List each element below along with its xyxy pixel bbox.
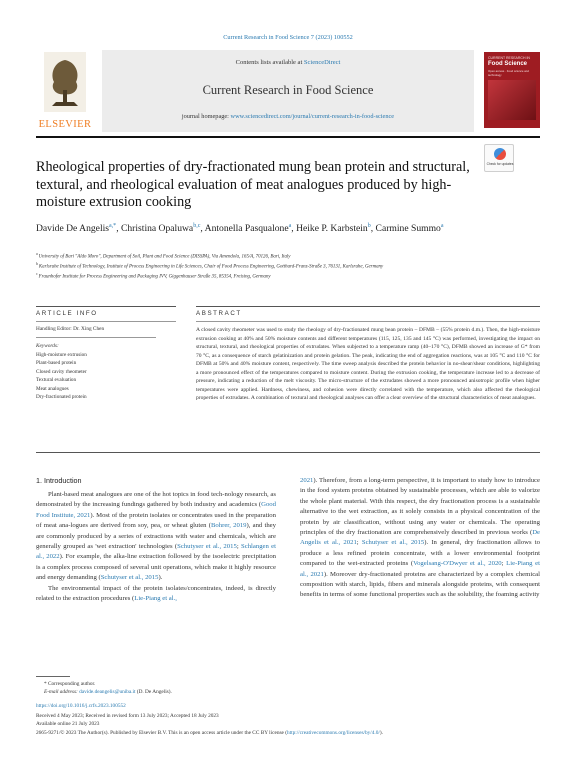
body-text: Plant-based meat analogues are one of the hot topics in food tech-nology research, as demonstrated by the increasing fundings gathered by both industry and academics ( — [36, 491, 276, 509]
author-name[interactable]: Davide De Angelis — [36, 223, 110, 235]
journal-reference[interactable]: Current Research in Food Science 7 (2023) 100552 — [223, 34, 353, 41]
abstract-rule — [196, 306, 540, 307]
citation-link[interactable]: Schlangen et al., 2022 — [36, 543, 277, 561]
citation-link[interactable]: 2021 — [300, 477, 314, 484]
affiliation-text: University of Bari "Aldo Moro", Department of Soil, Plant and Food Science (DISSPA), Via Amendola, 165/A, 70126, Bari, Italy — [38, 254, 291, 260]
keyword-item: Dry-fractionated protein — [36, 394, 87, 401]
cover-title: Food Science — [488, 61, 528, 67]
homepage-prefix: journal homepage: — [181, 113, 231, 120]
author-affiliation-marker[interactable]: a — [440, 223, 444, 229]
check-updates-label: Check for updates — [486, 162, 514, 166]
journal-title: Current Research in Food Science — [202, 83, 374, 97]
masthead-center — [102, 50, 474, 132]
contents-prefix: Contents lists available at — [235, 59, 304, 66]
affiliation-marker: c — [36, 272, 39, 277]
body-text: ; — [356, 539, 362, 547]
author-separator: , — [116, 223, 121, 235]
affiliation-marker: a — [36, 252, 39, 256]
affiliation-text: Fraunhofer Institute for Process Engineering and Packaging IVV, Giggenhauser Straße 35, 85354, Freising, Germany — [38, 275, 271, 281]
author-affiliation-marker[interactable]: a,* — [109, 223, 117, 229]
keywords-label: Keywords: — [36, 343, 59, 349]
article-info-rule — [36, 306, 176, 307]
author-name[interactable]: Carmine Summo — [375, 223, 441, 235]
author-affiliation-marker[interactable]: a — [288, 223, 292, 229]
email-suffix: (D. De Angelis). — [135, 689, 172, 695]
body-text: ). For example, the alka-line extraction followed by the isoelectric precipitation is a complex process composed of several unit operations, which make it highly resource and energy demanding ( — [36, 553, 277, 582]
citation-link[interactable]: Bohrer, 2019 — [210, 522, 247, 530]
received-dates: Received 4 May 2023; Received in revised form 13 July 2023; Accepted 18 July 2023 — [36, 713, 219, 719]
homepage-line — [102, 113, 474, 120]
affiliation-item — [36, 251, 540, 261]
check-for-updates-button[interactable] — [484, 144, 514, 172]
author-separator: , — [200, 223, 205, 235]
author-separator: , — [370, 223, 374, 235]
introduction-right-column — [300, 476, 540, 601]
body-text: ; — [501, 560, 507, 568]
body-text: ). Moreover dry-fractionated proteins are characterized by a complex chemical composition with starch, lipids, fibers and minerals alongside proteins, with consequent benefits in terms of some functional properties such as the solubility, the foaming activity — [300, 570, 540, 599]
body-text: The environmental impact of the protein isolates/concentrates, indeed, is directly related to the extraction procedures ( — [36, 584, 276, 603]
citation-link[interactable]: Good Food Institute, 2021 — [36, 501, 276, 519]
citation-link[interactable]: De Angelis et al., 2021 — [300, 529, 540, 547]
keyword-item: Textural evaluation — [36, 377, 77, 384]
elsevier-tree-icon — [44, 52, 86, 112]
doi-link[interactable]: https://doi.org/10.1016/j.crfs.2023.100552 — [36, 703, 126, 709]
cover-top-text: CURRENT RESEARCH IN — [488, 56, 530, 60]
body-text: ). In general, dry fractionation allows to produce a less refined protein concentrate, with a lower environmental footprint compared to the wet-extracted proteins ( — [300, 539, 540, 568]
body-text: ). Most of the protein isolates or concentrates used in the preparation of meat ana-logues are derived from soy, pea, or wheat gluten ( — [36, 511, 276, 530]
journal-cover[interactable] — [484, 52, 540, 128]
affiliation-item — [36, 271, 540, 281]
affiliations — [36, 251, 540, 282]
affiliation-text: Karlsruhe Institute of Technology, Institute of Process Engineering in Life Sciences, Chair of Food Process Engineering, Gotthard-Franz-Straße 3, 76131, Karlsruhe, Germany — [38, 264, 384, 270]
cover-subtitle: Open access · Food science and technology — [488, 69, 529, 77]
abstract-subrule — [196, 321, 540, 322]
citation-link[interactable]: Schutyser et al., 2015 — [361, 539, 425, 547]
author-affiliation-marker[interactable]: b,c — [193, 223, 201, 229]
introduction-left-column — [36, 490, 276, 604]
corresponding-author-note: * Corresponding author. — [44, 681, 96, 687]
body-text: ; — [236, 543, 241, 551]
email-note — [36, 689, 540, 696]
keywords-rule — [36, 337, 156, 338]
abstract-end-rule — [36, 452, 540, 453]
header-rule — [36, 136, 540, 138]
cover-image — [488, 80, 536, 120]
author-name[interactable]: Heike P. Karbstein — [296, 223, 368, 235]
keyword-item: Meat analogues — [36, 385, 69, 392]
contents-line — [102, 59, 474, 66]
article-info-subrule — [36, 321, 176, 322]
license-prefix: 2665-9271/© 2023 The Author(s). Published by Elsevier B.V. This is an open access article under the CC BY license ( — [36, 730, 287, 736]
handling-editor: Handling Editor: Dr. Xing Chen — [36, 326, 105, 332]
email-label: E-mail address: — [44, 689, 80, 695]
elsevier-logo[interactable] — [36, 52, 94, 130]
check-updates-icon — [494, 148, 506, 160]
author-affiliation-marker[interactable]: b — [367, 223, 371, 229]
affiliation-marker: b — [36, 262, 39, 267]
keywords-list — [36, 351, 166, 401]
keyword-item: Closed cavity rheometer — [36, 368, 87, 375]
available-online: Available online 21 July 2023 — [36, 721, 100, 727]
license-line — [36, 729, 540, 737]
article-info-heading: ARTICLE INFO — [36, 310, 98, 317]
body-text: ). — [158, 574, 163, 582]
doi-line — [36, 702, 540, 710]
citation-link[interactable]: Vogelsang-O'Dwyer et al., 2020 — [413, 560, 502, 568]
sciencedirect-link[interactable]: ScienceDirect — [303, 59, 341, 66]
footnote-rule — [36, 676, 70, 677]
abstract-heading: ABSTRACT — [196, 310, 242, 317]
author-separator: , — [291, 223, 297, 235]
journal-masthead — [36, 50, 540, 132]
affiliation-item — [36, 261, 540, 271]
citation-link[interactable]: Schutyser et al., 2015 — [100, 574, 159, 582]
body-text: ). Therefore, from a long-term perspective, it is important to study how to introduce in the food system proteins obtained by sustainable processes, which are able to valorize the whole plant material. With this respect, the dry fractionation process is a sustainable alternative to the wet extraction, as it solely consists in a physical concentration of the protein by air classification, without using any water or chemicals. The operating principles of the dry fractionation are comprehensively described in previous works ( — [300, 477, 540, 537]
abstract-text: A closed cavity rheometer was used to study the rheology of dry-fractionated mung bean protein – DFMB – (55% protein d.m.). Then, the high-moisture extrusion cooking at 40% and 50% moisture contents and different temperatures (115, 125, 135 and 145 °C) was performed, investigating the impact on structural, textural, and rheological properties of extrudates. When subjected to a temperature ramp (40–170 °C), DFMB showed an increase of G* from 70 °C, as a consequence of starch gelatinization and protein gelation. The peak, indicating the end of aggregation reactions, was at 105 °C and 110 °C for DFMB at 50% and 40% moisture content, respectively. The time sweep analysis described the protein behavior in no-shear/shear conditions, highlighting a more pronounced effect of the temperatures compared to moisture content. During the extrusion cooking, the temperature increase led to a decrease of pressure, indicating a reduction of the melt viscosity. The micro-structure of the extrudates showed a more pronounced anisotropic profile when higher temperatures were applied. Hardness, chewiness, and cohesion were directly correlated with the temperature, which also affected the rheological properties of extrudates. A combination of textural and rheological analyses can offer a clear overview of the structural characteristics of meat analogues. — [196, 327, 540, 402]
introduction-heading: 1. Introduction — [36, 476, 82, 485]
author-list — [36, 220, 540, 235]
keyword-item: High-moisture extrusion — [36, 352, 87, 358]
license-link[interactable]: http://creativecommons.org/licenses/by/4.0/ — [286, 730, 380, 736]
introduction-paragraph — [36, 490, 276, 584]
body-text: ), and they are commonly produced by a series of extractions with water and chemicals, which are generally grouped as 'wet extraction' technologies ( — [36, 522, 276, 551]
citation-link[interactable]: Lie-Piang et al., 2021 — [300, 560, 540, 578]
author-name[interactable]: Antonella Pasqualone — [204, 223, 289, 235]
license-suffix: ). — [379, 730, 383, 736]
journal-homepage-link[interactable]: www.sciencedirect.com/journal/current-research-in-food-science — [230, 113, 395, 120]
citation-link[interactable]: Lie-Piang et al., — [134, 595, 177, 603]
email-link[interactable]: davide.deangelis@uniba.it — [79, 689, 136, 695]
citation-link[interactable]: Schutyser et al., 2015 — [177, 543, 237, 551]
introduction-paragraph — [36, 584, 276, 605]
article-title: Rheological properties of dry-fractionated mung bean protein and structural, textural, and rheological evaluation of meat analogues produced by high-moisture extrusion cooking — [36, 159, 470, 210]
publisher-name: ELSEVIER — [38, 119, 92, 130]
introduction-paragraph-continued — [300, 476, 540, 601]
keyword-item: Plant-based protein — [36, 360, 77, 367]
author-name[interactable]: Christina Opaluwa — [120, 223, 194, 235]
